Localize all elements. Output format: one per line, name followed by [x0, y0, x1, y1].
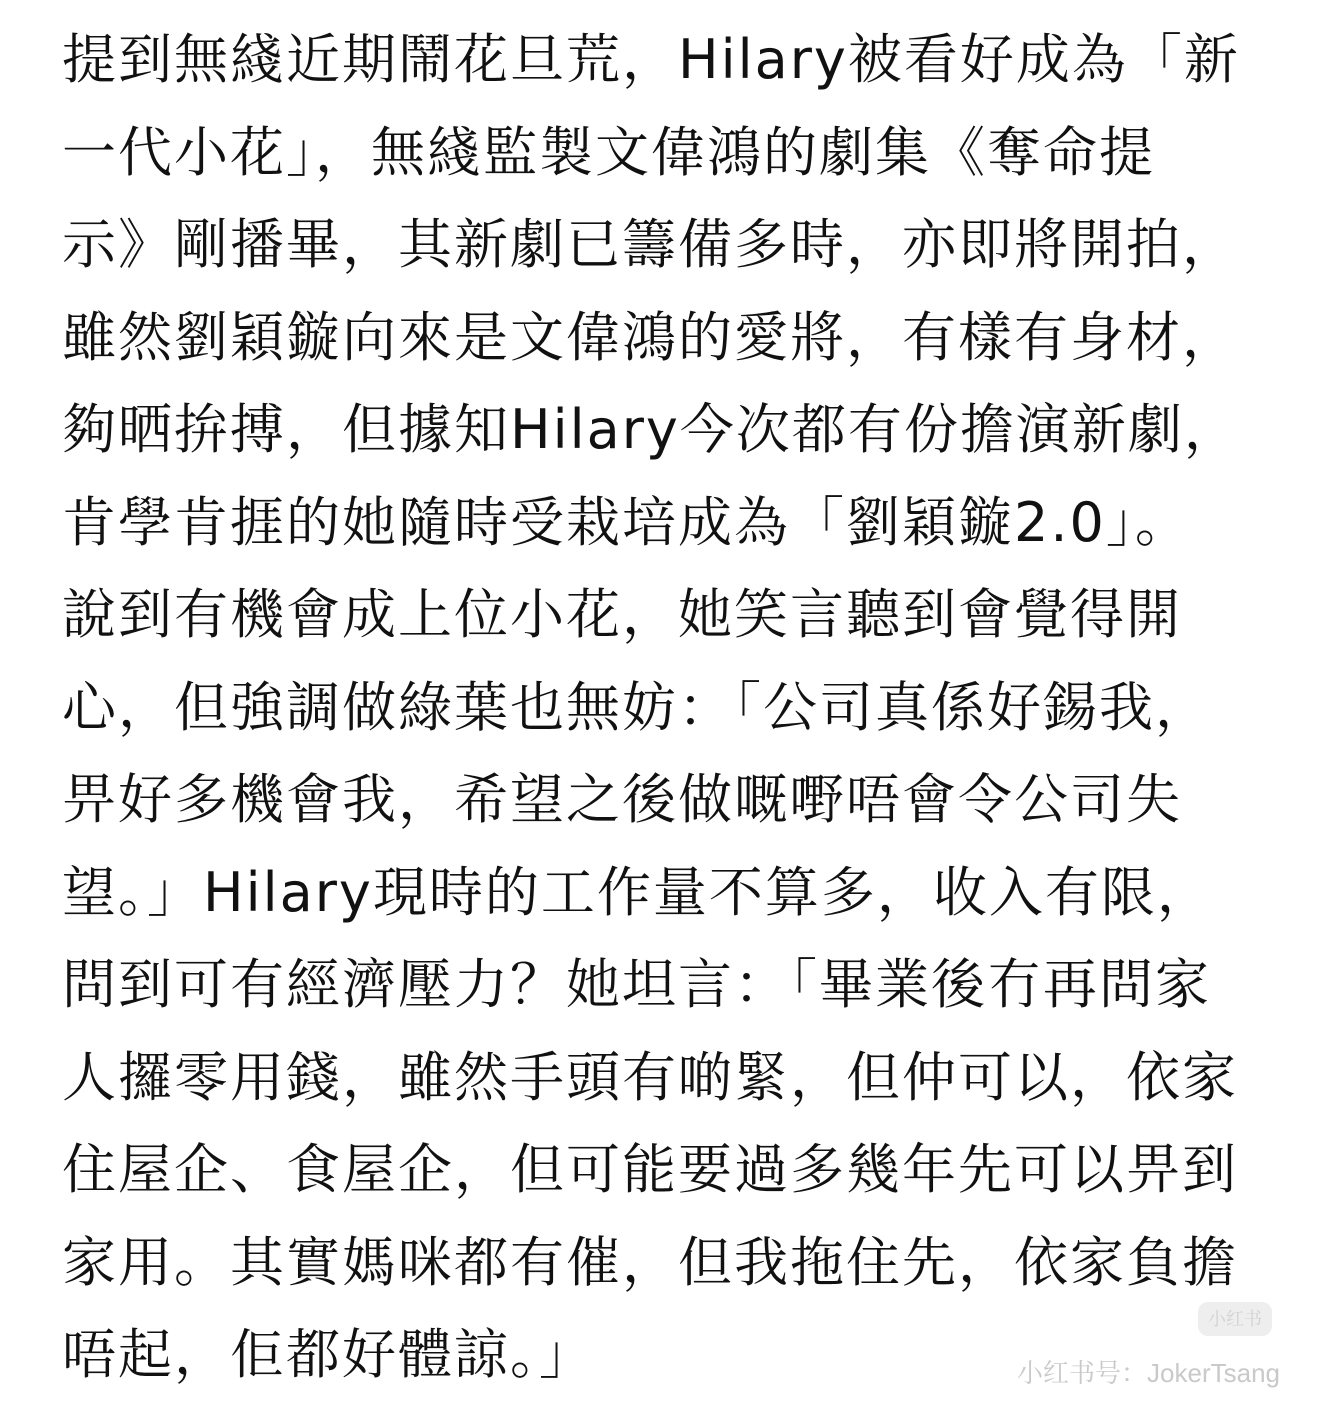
text-line: 肯學肯捱的她隨時受栽培成為「劉穎鏇2.0」。 [62, 490, 1191, 554]
text-line: 畀好多機會我，希望之後做嘅嘢唔會令公司失 [62, 768, 1182, 831]
text-line: 心，但強調做綠葉也無妨：「公司真係好錫我， [62, 675, 1211, 739]
article-body [62, 14, 1262, 1402]
text-line: 說到有機會成上位小花，她笑言聽到會覺得開 [62, 583, 1182, 646]
watermark-text: 小红书号：JokerTsang [1017, 1358, 1280, 1388]
text-line: 一代小花」，無綫監製文偉鴻的劇集《奪命提 [62, 120, 1155, 184]
watermark-logo: 小红书 [1198, 1302, 1272, 1336]
text-line: 示》剛播畢，其新劇已籌備多時，亦即將開拍， [62, 213, 1238, 276]
text-line: 家用。其實媽咪都有催，但我拖住先，依家負擔 [62, 1230, 1238, 1294]
text-line: 望。」Hilary現時的工作量不算多，收入有限， [62, 860, 1213, 924]
text-line: 人攞零用錢，雖然手頭有啲緊，但仲可以，依家 [62, 1045, 1238, 1109]
text-line: 住屋企、食屋企，但可能要過多幾年先可以畀到 [62, 1138, 1238, 1201]
text-line: 唔起，佢都好體諒。」 [62, 1323, 595, 1386]
text-line: 夠晒拚搏，但據知Hilary今次都有份擔演新劇， [62, 398, 1240, 461]
text-line: 提到無綫近期鬧花旦荒，Hilary被看好成為「新 [62, 28, 1240, 91]
text-line: 雖然劉穎鏇向來是文偉鴻的愛將，有樣有身材， [62, 305, 1238, 369]
text-line: 問到可有經濟壓力？她坦言：「畢業後冇再問家 [62, 953, 1211, 1016]
